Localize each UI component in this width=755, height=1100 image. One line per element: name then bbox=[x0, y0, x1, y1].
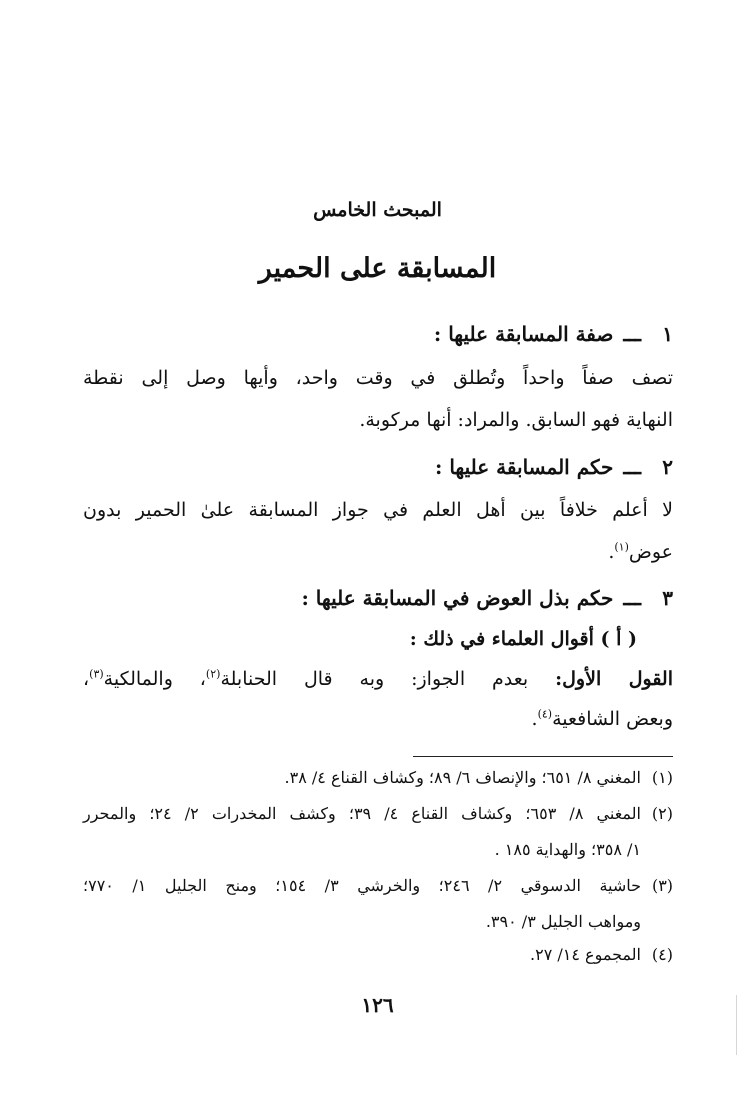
paragraph-text: عوض bbox=[628, 541, 673, 563]
paragraph-line bbox=[83, 541, 673, 563]
footnote-2 bbox=[83, 804, 673, 823]
section-number: ١ bbox=[662, 322, 673, 346]
section-number: ٢ bbox=[662, 455, 673, 479]
footnote-separator bbox=[413, 756, 673, 757]
footnote-continuation: ١/ ٣٥٨؛ والهداية ١٨٥ . bbox=[494, 840, 641, 859]
footnote-number: (٤) bbox=[651, 945, 673, 964]
section-dash: ـــ bbox=[623, 586, 641, 610]
footnote-text: المغني ٨/ ٦٥١؛ والإنصاف ٦/ ٨٩؛ وكشاف القناع ٤/ ٣٨. bbox=[284, 768, 641, 787]
paragraph-line: النهاية فهو السابق. والمراد: أنها مركوبة. bbox=[359, 409, 673, 431]
footnote-3 bbox=[83, 876, 673, 895]
footnote-ref: (٤) bbox=[537, 707, 553, 721]
footnote-number: (١) bbox=[651, 768, 673, 787]
paragraph-line bbox=[83, 668, 673, 690]
paragraph-line: لا أعلم خلافاً بين أهل العلم في جواز المسابقة علىٰ الحمير بدون bbox=[83, 499, 673, 521]
page-number: ١٢٦ bbox=[361, 993, 394, 1017]
section-dash: ـــ bbox=[623, 322, 641, 346]
paragraph-line: تصف صفاً واحداً وتُطلق في وقت واحد، وأيها وصل إلى نقطة bbox=[83, 367, 673, 389]
section-heading-text: صفة المسابقة عليها : bbox=[433, 322, 614, 346]
page-edge-line bbox=[736, 995, 737, 1055]
footnote-ref: (١) bbox=[614, 540, 629, 554]
footnote-ref: (٢) bbox=[205, 667, 221, 681]
footnote-text: المجموع ١٤/ ٢٧. bbox=[530, 945, 641, 964]
footnote-4 bbox=[83, 945, 673, 964]
footnote-number: (٣) bbox=[651, 876, 674, 895]
opinion-label: القول الأول: bbox=[555, 668, 673, 690]
footnote-number: (٢) bbox=[651, 804, 673, 823]
paragraph-text: ، bbox=[83, 668, 90, 690]
footnote-continuation: ومواهب الجليل ٣/ ٣٩٠. bbox=[485, 912, 641, 931]
paragraph-line bbox=[83, 708, 673, 730]
footnote-text: حاشية الدسوقي ٢/ ٢٤٦؛ والخرشي ٣/ ١٥٤؛ ومنح الجليل ١/ ٧٧٠؛ bbox=[83, 876, 642, 895]
footnote-ref: (٣) bbox=[89, 667, 104, 681]
footnote-1 bbox=[83, 768, 673, 787]
paragraph-text: بعدم الجواز: وبه قال الحنابلة bbox=[220, 668, 529, 690]
section-dash: ـــ bbox=[623, 455, 641, 479]
section-heading-1 bbox=[73, 322, 673, 346]
chapter-heading: المبحث الخامس bbox=[313, 199, 442, 221]
section-heading-3 bbox=[73, 586, 673, 610]
footnote-text: المغني ٨/ ٦٥٣؛ وكشاف القناع ٤/ ٣٩؛ وكشف المخدرات ٢/ ٢٤؛ والمحرر bbox=[83, 804, 641, 823]
section-heading-text: حكم بذل العوض في المسابقة عليها : bbox=[301, 586, 614, 610]
paragraph-text: ، والمالكية bbox=[103, 668, 206, 690]
paragraph-text: . bbox=[531, 708, 538, 730]
section-number: ٣ bbox=[662, 586, 673, 610]
page-title: المسابقة على الحمير bbox=[258, 253, 497, 284]
subheading: ( أ ) أقوال العلماء في ذلك : bbox=[409, 628, 637, 650]
section-heading-text: حكم المسابقة عليها : bbox=[434, 455, 614, 479]
section-heading-2 bbox=[73, 455, 673, 479]
paragraph-text: . bbox=[608, 541, 615, 563]
paragraph-text: وبعض الشافعية bbox=[552, 708, 673, 730]
